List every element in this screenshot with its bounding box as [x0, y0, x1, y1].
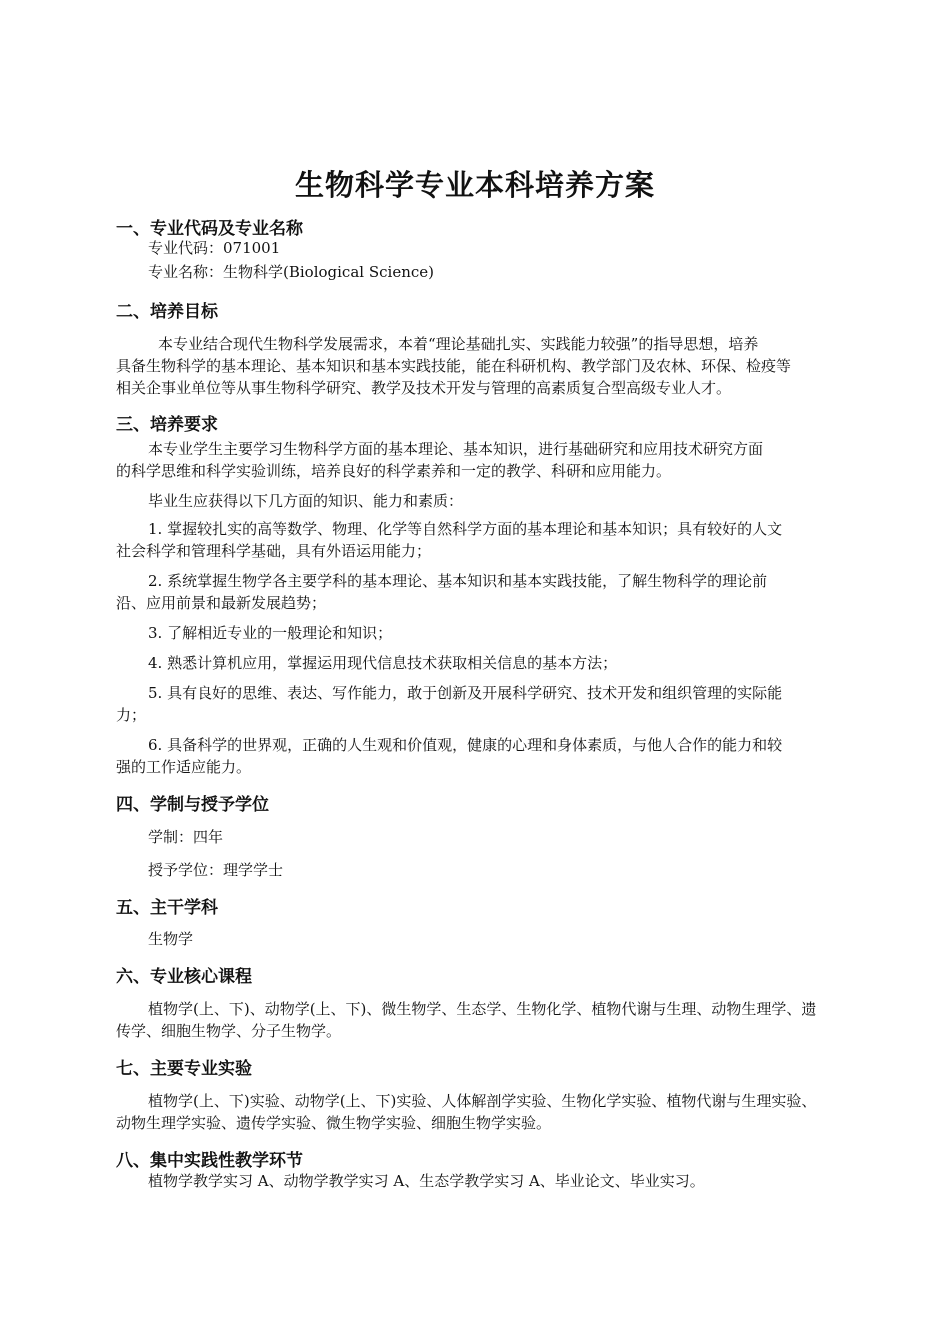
section-3-item-6b: 强的工作适应能力。 [116, 758, 252, 776]
section-1-line-1: 专业代码：071001 [148, 239, 281, 257]
section-3-item-3: 3. 了解相近专业的一般理论和知识； [148, 624, 393, 642]
section-6-line-2: 传学、细胞生物学、分子生物学。 [116, 1022, 342, 1040]
section-heading-5: 五、主干学科 [116, 898, 218, 918]
section-8-line-1: 植物学教学实习 A、动物学教学实习 A、生态学教学实习 A、毕业论文、毕业实习。 [148, 1172, 705, 1190]
section-heading-4: 四、学制与授予学位 [116, 795, 269, 815]
section-3-line-2: 的科学思维和科学实验训练，培养良好的科学素养和一定的教学、科研和应用能力。 [116, 462, 672, 480]
section-7-line-2: 动物生理学实验、遗传学实验、微生物学实验、细胞生物学实验。 [116, 1114, 552, 1132]
section-heading-6: 六、专业核心课程 [116, 967, 252, 987]
section-7-line-1: 植物学(上、下)实验、动物学(上、下)实验、人体解剖学实验、生物化学实验、植物代谢与生理实验、 [148, 1092, 817, 1110]
section-3-item-5a: 5. 具有良好的思维、表达、写作能力，敢于创新及开展科学研究、技术开发和组织管理的实际能 [148, 684, 783, 702]
section-3-item-2b: 沿、应用前景和最新发展趋势； [116, 594, 327, 612]
section-3-item-2a: 2. 系统掌握生物学各主要学科的基本理论、基本知识和基本实践技能，了解生物科学的理论前 [148, 572, 768, 590]
section-heading-1: 一、专业代码及专业名称 [116, 219, 303, 239]
section-2-line-2: 具备生物科学的基本理论、基本知识和基本实践技能，能在科研机构、教学部门及农林、环保、检疫等 [116, 357, 792, 375]
section-4-line-2: 授予学位：理学学士 [148, 861, 284, 879]
section-heading-3: 三、培养要求 [116, 415, 218, 435]
section-3-item-1a: 1. 掌握较扎实的高等数学、物理、化学等自然科学方面的基本理论和基本知识；具有较好的人文 [148, 520, 783, 538]
section-5-line-1: 生物学 [148, 930, 194, 948]
section-6-line-1: 植物学(上、下)、动物学(上、下)、微生物学、生态学、生物化学、植物代谢与生理、动物生理学、遗 [148, 1000, 817, 1018]
section-2-line-1: 本专业结合现代生物科学发展需求，本着“理论基础扎实、实践能力较强”的指导思想，培养 [158, 335, 759, 353]
section-heading-7: 七、主要专业实验 [116, 1059, 252, 1079]
section-3-item-5b: 力； [116, 706, 147, 724]
section-heading-8: 八、集中实践性教学环节 [116, 1151, 303, 1171]
document-title: 生物科学专业本科培养方案 [294, 168, 655, 202]
section-3-item-1b: 社会科学和管理科学基础，具有外语运用能力； [116, 542, 432, 560]
section-3-line-1: 本专业学生主要学习生物科学方面的基本理论、基本知识，进行基础研究和应用技术研究方面 [148, 440, 764, 458]
section-1-line-2: 专业名称：生物科学(Biological Science) [148, 263, 434, 281]
section-4-line-1: 学制：四年 [148, 828, 224, 846]
section-3-item-6a: 6. 具备科学的世界观，正确的人生观和价值观，健康的心理和身体素质，与他人合作的能力和较 [148, 736, 783, 754]
section-2-line-3: 相关企事业单位等从事生物科学研究、教学及技术开发与管理的高素质复合型高级专业人才。 [116, 379, 732, 397]
section-heading-2: 二、培养目标 [116, 302, 218, 322]
section-3-item-4: 4. 熟悉计算机应用，掌握运用现代信息技术获取相关信息的基本方法； [148, 654, 618, 672]
section-3-line-3: 毕业生应获得以下几方面的知识、能力和素质： [148, 492, 464, 510]
